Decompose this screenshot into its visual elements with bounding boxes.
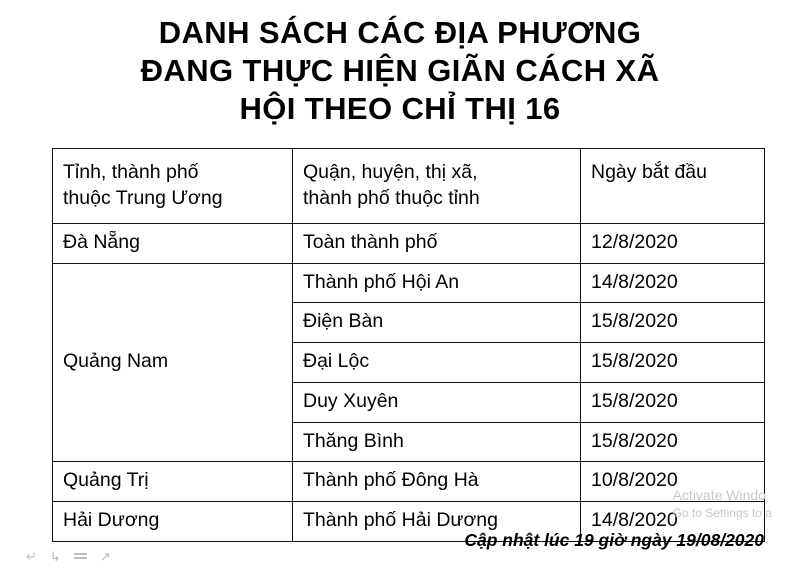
list-icon[interactable] <box>74 551 87 562</box>
table-header-locality-line-2: thành phố thuộc tỉnh <box>303 186 480 209</box>
table-header-locality <box>293 149 581 224</box>
table-row <box>53 263 765 303</box>
cell-province: Đà Nẵng <box>53 224 293 264</box>
redo-icon[interactable]: ↳ <box>49 549 61 564</box>
locality-table-wrapper <box>52 148 764 542</box>
mini-toolbar[interactable] <box>26 550 111 563</box>
table-row <box>53 224 765 264</box>
locality-table <box>52 148 765 542</box>
update-timestamp-note: Cập nhật lúc 19 giờ ngày 19/08/2020 <box>464 530 764 550</box>
cell-locality: Thành phố Đông Hà <box>293 462 581 502</box>
table-header-province-line-2: thuộc Trung Ương <box>63 186 223 209</box>
cell-date: 15/8/2020 <box>581 303 765 343</box>
page-title <box>0 0 800 127</box>
cell-date: 14/8/2020 <box>581 263 765 303</box>
cell-locality: Duy Xuyên <box>293 382 581 422</box>
cell-locality: Toàn thành phố <box>293 224 581 264</box>
cell-date: 15/8/2020 <box>581 422 765 462</box>
table-header-province-line-1: Tỉnh, thành phố <box>63 161 199 183</box>
share-icon[interactable]: ↗ <box>99 549 111 564</box>
cell-locality: Thành phố Hội An <box>293 263 581 303</box>
cell-province: Hải Dương <box>53 502 293 542</box>
cell-province: Quảng Nam <box>53 263 293 462</box>
cell-locality: Đại Lộc <box>293 343 581 383</box>
cell-locality: Thăng Bình <box>293 422 581 462</box>
page-title-line-2: ĐANG THỰC HIỆN GIÃN CÁCH XÃ <box>140 52 660 88</box>
watermark-line-2: Go to Settings to a <box>672 505 772 520</box>
watermark-line-1: Activate Windo <box>672 486 766 503</box>
table-header-start-date <box>581 149 765 224</box>
cell-locality: Điện Bàn <box>293 303 581 343</box>
page-title-line-3: HỘI THEO CHỈ THỊ 16 <box>239 90 561 126</box>
cell-date: 10/8/2020 <box>581 462 765 502</box>
undo-icon[interactable]: ↵ <box>26 549 37 564</box>
cell-locality: Thành phố Hải Dương <box>293 502 581 542</box>
page-title-line-1: DANH SÁCH CÁC ĐỊA PHƯƠNG <box>158 15 642 50</box>
cell-date: 14/8/2020 <box>581 502 765 542</box>
table-header-row <box>53 149 765 224</box>
cell-date: 15/8/2020 <box>581 343 765 383</box>
table-row <box>53 462 765 502</box>
cell-date: 12/8/2020 <box>581 224 765 264</box>
table-header-start-date-label: Ngày bắt đầu <box>591 161 708 183</box>
table-header-locality-line-1: Quận, huyện, thị xã, <box>303 161 478 183</box>
cell-date: 15/8/2020 <box>581 382 765 422</box>
cell-province: Quảng Trị <box>53 462 293 502</box>
table-header-province <box>53 149 293 224</box>
